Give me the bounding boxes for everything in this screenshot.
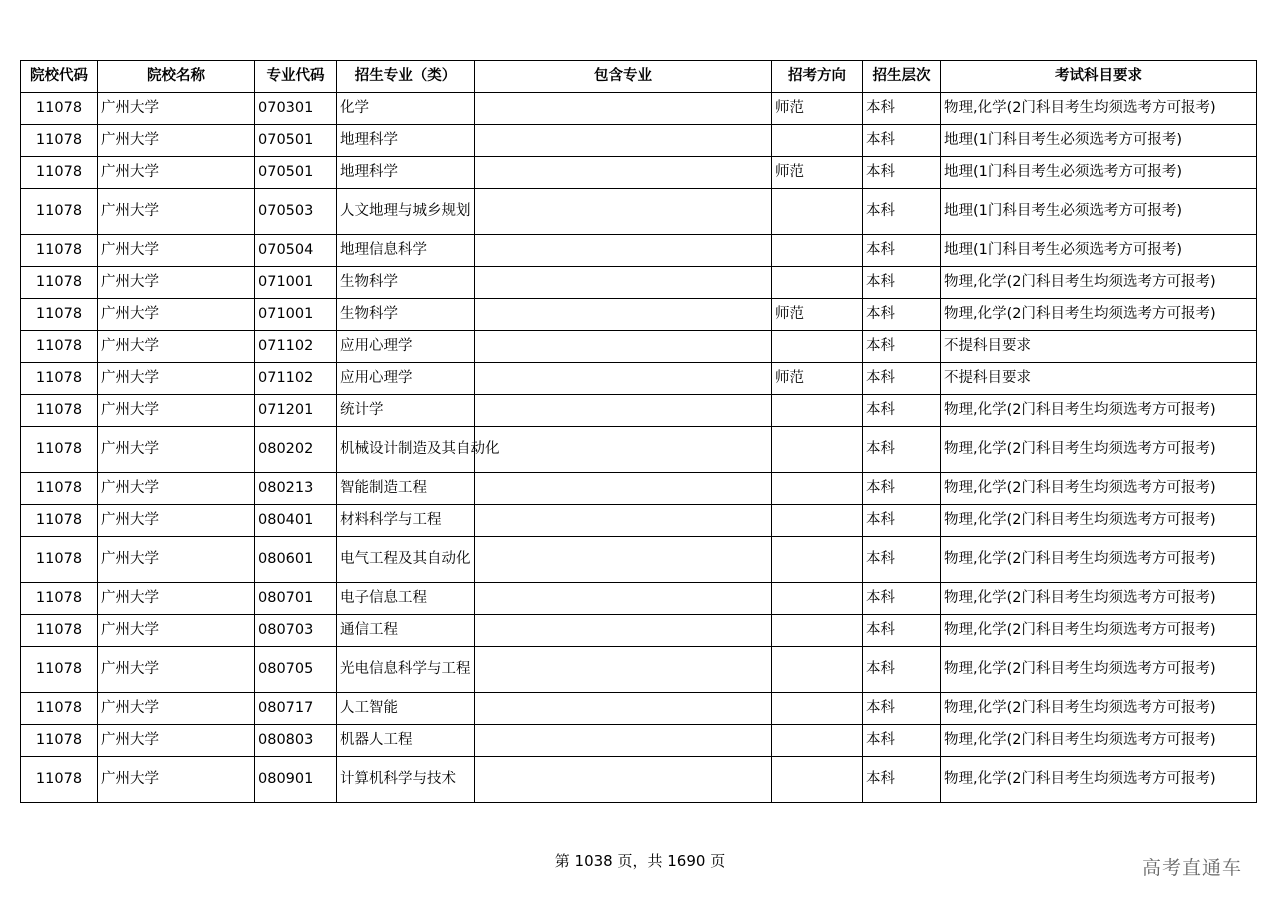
cell-direction <box>772 693 863 725</box>
table-row <box>21 537 1257 583</box>
cell-included-majors <box>475 363 772 395</box>
cell-school-name: 广州大学 <box>98 331 255 363</box>
page-number: 第 1038 页，共 1690 页 <box>554 852 726 870</box>
cell-school-name: 广州大学 <box>98 537 255 583</box>
cell-included-majors <box>475 93 772 125</box>
cell-included-majors <box>475 331 772 363</box>
cell-level: 本科 <box>863 93 941 125</box>
cell-major-code: 071001 <box>255 299 337 331</box>
header-direction: 招考方向 <box>772 61 863 93</box>
cell-level: 本科 <box>863 693 941 725</box>
cell-subject-requirement: 物理,化学(2门科目考生均须选考方可报考) <box>941 93 1257 125</box>
cell-direction <box>772 505 863 537</box>
cell-direction <box>772 125 863 157</box>
cell-subject-requirement: 不提科目要求 <box>941 363 1257 395</box>
table-row <box>21 757 1257 803</box>
cell-subject-requirement: 地理(1门科目考生必须选考方可报考) <box>941 189 1257 235</box>
cell-level: 本科 <box>863 583 941 615</box>
cell-school-name: 广州大学 <box>98 157 255 189</box>
cell-direction <box>772 395 863 427</box>
cell-subject-requirement: 地理(1门科目考生必须选考方可报考) <box>941 157 1257 189</box>
cell-subject-requirement: 物理,化学(2门科目考生均须选考方可报考) <box>941 647 1257 693</box>
table-row <box>21 331 1257 363</box>
cell-major-code: 080705 <box>255 647 337 693</box>
cell-major: 光电信息科学与工程 <box>337 647 475 693</box>
table-row <box>21 583 1257 615</box>
cell-level: 本科 <box>863 125 941 157</box>
table-row <box>21 427 1257 473</box>
table-row <box>21 473 1257 505</box>
cell-subject-requirement: 物理,化学(2门科目考生均须选考方可报考) <box>941 725 1257 757</box>
cell-level: 本科 <box>863 505 941 537</box>
cell-major-code: 071102 <box>255 331 337 363</box>
cell-school-code: 11078 <box>21 647 98 693</box>
header-school-name: 院校名称 <box>98 61 255 93</box>
cell-included-majors <box>475 267 772 299</box>
cell-direction: 师范 <box>772 157 863 189</box>
cell-included-majors <box>475 235 772 267</box>
cell-major: 应用心理学 <box>337 331 475 363</box>
cell-major-code: 080703 <box>255 615 337 647</box>
cell-included-majors <box>475 427 772 473</box>
cell-school-code: 11078 <box>21 331 98 363</box>
cell-major-code: 080901 <box>255 757 337 803</box>
table-row <box>21 93 1257 125</box>
watermark: 高考直通车 <box>1142 857 1243 879</box>
header-row <box>21 61 1257 93</box>
cell-major-code: 070504 <box>255 235 337 267</box>
cell-direction <box>772 427 863 473</box>
cell-school-code: 11078 <box>21 93 98 125</box>
cell-major: 机械设计制造及其自动化 <box>337 427 475 473</box>
cell-major-code: 080701 <box>255 583 337 615</box>
cell-level: 本科 <box>863 427 941 473</box>
cell-direction <box>772 757 863 803</box>
cell-subject-requirement: 物理,化学(2门科目考生均须选考方可报考) <box>941 537 1257 583</box>
cell-level: 本科 <box>863 395 941 427</box>
cell-included-majors <box>475 615 772 647</box>
header-included-majors: 包含专业 <box>475 61 772 93</box>
cell-direction <box>772 583 863 615</box>
cell-school-name: 广州大学 <box>98 125 255 157</box>
cell-included-majors <box>475 189 772 235</box>
table-body <box>21 93 1257 803</box>
cell-school-name: 广州大学 <box>98 189 255 235</box>
cell-school-name: 广州大学 <box>98 757 255 803</box>
cell-major-code: 071001 <box>255 267 337 299</box>
cell-major: 人文地理与城乡规划 <box>337 189 475 235</box>
table-row <box>21 363 1257 395</box>
cell-school-name: 广州大学 <box>98 583 255 615</box>
cell-major: 化学 <box>337 93 475 125</box>
table-row <box>21 299 1257 331</box>
cell-major-code: 071201 <box>255 395 337 427</box>
cell-included-majors <box>475 157 772 189</box>
cell-school-code: 11078 <box>21 505 98 537</box>
cell-included-majors <box>475 537 772 583</box>
cell-major-code: 080717 <box>255 693 337 725</box>
header-school-code: 院校代码 <box>21 61 98 93</box>
cell-major: 地理科学 <box>337 157 475 189</box>
cell-major: 电气工程及其自动化 <box>337 537 475 583</box>
cell-major-code: 080601 <box>255 537 337 583</box>
header-level: 招生层次 <box>863 61 941 93</box>
cell-subject-requirement: 物理,化学(2门科目考生均须选考方可报考) <box>941 693 1257 725</box>
cell-major-code: 080202 <box>255 427 337 473</box>
table-row <box>21 235 1257 267</box>
header-major-code: 专业代码 <box>255 61 337 93</box>
cell-school-code: 11078 <box>21 473 98 505</box>
cell-direction: 师范 <box>772 363 863 395</box>
cell-major-code: 070301 <box>255 93 337 125</box>
cell-level: 本科 <box>863 299 941 331</box>
admissions-table <box>20 60 1257 803</box>
cell-school-code: 11078 <box>21 395 98 427</box>
cell-subject-requirement: 物理,化学(2门科目考生均须选考方可报考) <box>941 473 1257 505</box>
cell-subject-requirement: 物理,化学(2门科目考生均须选考方可报考) <box>941 615 1257 647</box>
table-row <box>21 693 1257 725</box>
cell-school-name: 广州大学 <box>98 505 255 537</box>
cell-included-majors <box>475 693 772 725</box>
cell-major: 电子信息工程 <box>337 583 475 615</box>
cell-direction <box>772 267 863 299</box>
cell-included-majors <box>475 395 772 427</box>
cell-included-majors <box>475 725 772 757</box>
cell-major-code: 070503 <box>255 189 337 235</box>
cell-level: 本科 <box>863 235 941 267</box>
cell-included-majors <box>475 473 772 505</box>
cell-school-code: 11078 <box>21 235 98 267</box>
cell-school-code: 11078 <box>21 157 98 189</box>
cell-school-code: 11078 <box>21 725 98 757</box>
cell-included-majors <box>475 125 772 157</box>
cell-subject-requirement: 物理,化学(2门科目考生均须选考方可报考) <box>941 395 1257 427</box>
cell-included-majors <box>475 299 772 331</box>
cell-subject-requirement: 地理(1门科目考生必须选考方可报考) <box>941 235 1257 267</box>
table-row <box>21 725 1257 757</box>
cell-subject-requirement: 物理,化学(2门科目考生均须选考方可报考) <box>941 757 1257 803</box>
cell-school-name: 广州大学 <box>98 363 255 395</box>
header-subject-requirement: 考试科目要求 <box>941 61 1257 93</box>
cell-major: 生物科学 <box>337 299 475 331</box>
cell-level: 本科 <box>863 757 941 803</box>
table-row <box>21 647 1257 693</box>
cell-school-name: 广州大学 <box>98 647 255 693</box>
cell-direction <box>772 725 863 757</box>
header-major: 招生专业（类） <box>337 61 475 93</box>
cell-school-name: 广州大学 <box>98 395 255 427</box>
cell-level: 本科 <box>863 725 941 757</box>
cell-major-code: 080213 <box>255 473 337 505</box>
cell-school-code: 11078 <box>21 583 98 615</box>
cell-level: 本科 <box>863 615 941 647</box>
cell-subject-requirement: 物理,化学(2门科目考生均须选考方可报考) <box>941 299 1257 331</box>
cell-direction <box>772 189 863 235</box>
cell-direction <box>772 331 863 363</box>
cell-major: 地理科学 <box>337 125 475 157</box>
cell-subject-requirement: 物理,化学(2门科目考生均须选考方可报考) <box>941 427 1257 473</box>
cell-school-name: 广州大学 <box>98 93 255 125</box>
cell-major-code: 071102 <box>255 363 337 395</box>
cell-included-majors <box>475 647 772 693</box>
cell-school-code: 11078 <box>21 693 98 725</box>
cell-major: 人工智能 <box>337 693 475 725</box>
cell-included-majors <box>475 583 772 615</box>
cell-school-name: 广州大学 <box>98 473 255 505</box>
cell-school-name: 广州大学 <box>98 693 255 725</box>
cell-major: 生物科学 <box>337 267 475 299</box>
cell-major-code: 080401 <box>255 505 337 537</box>
cell-direction <box>772 235 863 267</box>
cell-subject-requirement: 物理,化学(2门科目考生均须选考方可报考) <box>941 505 1257 537</box>
cell-school-code: 11078 <box>21 363 98 395</box>
cell-included-majors <box>475 757 772 803</box>
cell-school-code: 11078 <box>21 615 98 647</box>
table-row <box>21 395 1257 427</box>
cell-major: 应用心理学 <box>337 363 475 395</box>
cell-school-name: 广州大学 <box>98 235 255 267</box>
cell-level: 本科 <box>863 267 941 299</box>
cell-school-name: 广州大学 <box>98 725 255 757</box>
cell-direction <box>772 537 863 583</box>
cell-school-code: 11078 <box>21 427 98 473</box>
table-row <box>21 125 1257 157</box>
cell-level: 本科 <box>863 473 941 505</box>
table-row <box>21 157 1257 189</box>
cell-direction <box>772 647 863 693</box>
table-row <box>21 189 1257 235</box>
cell-level: 本科 <box>863 189 941 235</box>
cell-major: 地理信息科学 <box>337 235 475 267</box>
cell-school-name: 广州大学 <box>98 267 255 299</box>
cell-major-code: 080803 <box>255 725 337 757</box>
cell-school-code: 11078 <box>21 189 98 235</box>
cell-major-code: 070501 <box>255 125 337 157</box>
cell-level: 本科 <box>863 157 941 189</box>
cell-major: 通信工程 <box>337 615 475 647</box>
table-row <box>21 267 1257 299</box>
cell-major-code: 070501 <box>255 157 337 189</box>
cell-subject-requirement: 不提科目要求 <box>941 331 1257 363</box>
table-row <box>21 505 1257 537</box>
table-row <box>21 615 1257 647</box>
cell-school-code: 11078 <box>21 267 98 299</box>
cell-level: 本科 <box>863 537 941 583</box>
cell-level: 本科 <box>863 647 941 693</box>
cell-school-name: 广州大学 <box>98 427 255 473</box>
cell-direction: 师范 <box>772 299 863 331</box>
cell-direction <box>772 473 863 505</box>
cell-major: 统计学 <box>337 395 475 427</box>
cell-direction <box>772 615 863 647</box>
cell-school-name: 广州大学 <box>98 299 255 331</box>
cell-school-name: 广州大学 <box>98 615 255 647</box>
cell-subject-requirement: 地理(1门科目考生必须选考方可报考) <box>941 125 1257 157</box>
cell-direction: 师范 <box>772 93 863 125</box>
cell-major: 机器人工程 <box>337 725 475 757</box>
cell-included-majors <box>475 505 772 537</box>
cell-major: 材料科学与工程 <box>337 505 475 537</box>
cell-subject-requirement: 物理,化学(2门科目考生均须选考方可报考) <box>941 583 1257 615</box>
cell-subject-requirement: 物理,化学(2门科目考生均须选考方可报考) <box>941 267 1257 299</box>
cell-school-code: 11078 <box>21 537 98 583</box>
cell-major: 智能制造工程 <box>337 473 475 505</box>
cell-level: 本科 <box>863 363 941 395</box>
cell-school-code: 11078 <box>21 125 98 157</box>
cell-major: 计算机科学与技术 <box>337 757 475 803</box>
cell-school-code: 11078 <box>21 757 98 803</box>
cell-level: 本科 <box>863 331 941 363</box>
cell-school-code: 11078 <box>21 299 98 331</box>
